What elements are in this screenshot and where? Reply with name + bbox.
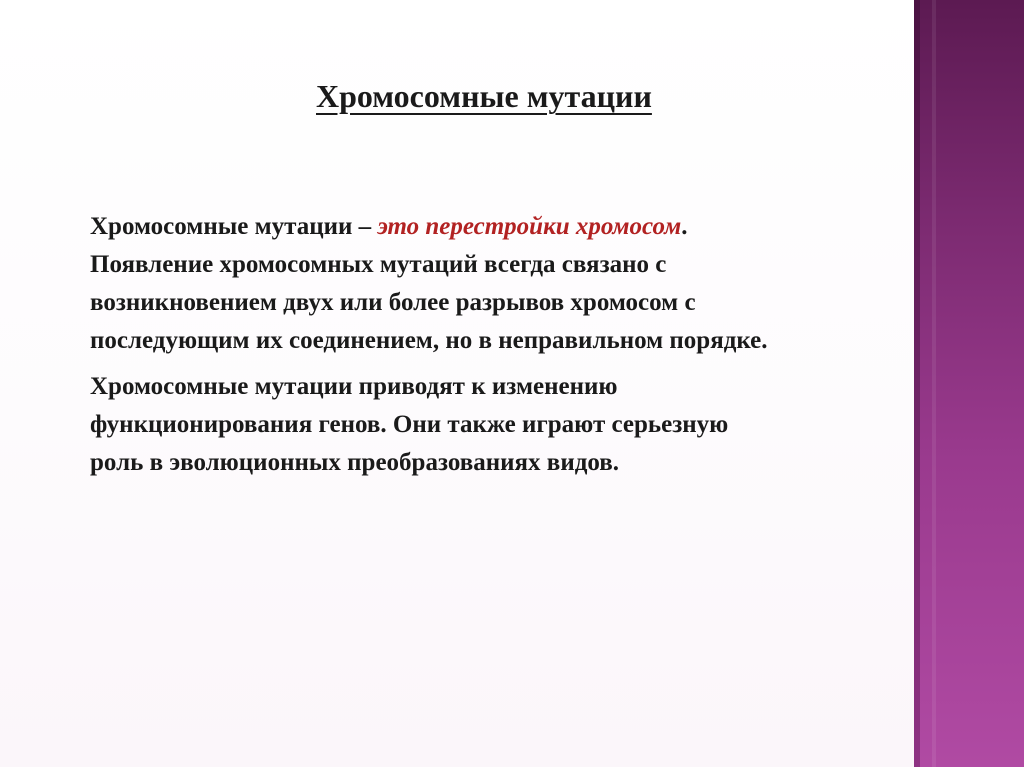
definition-term: Хромосомные мутации – (90, 213, 378, 240)
paragraph-definition (90, 208, 950, 360)
paragraph-line: Хромосомные мутации приводят к изменению (90, 373, 618, 400)
definition-period: . (681, 213, 688, 240)
definition-emphasis: это перестройки хромосом (377, 213, 682, 240)
slide-body (90, 208, 950, 482)
paragraph-significance (90, 368, 950, 482)
paragraph-line: роль в эволюционных преобразованиях видов. (90, 449, 619, 476)
paragraph-line: возникновением двух или более разрывов хромосом с (90, 289, 696, 316)
paragraph-line: последующим их соединением, но в неправильном порядке. (90, 327, 768, 354)
paragraph-line: функционирования генов. Они также играют серьезную (90, 411, 729, 438)
paragraph-line: Появление хромосомных мутаций всегда связано с (90, 251, 667, 278)
slide-title: Хромосомные мутации (316, 78, 652, 114)
definition-line (90, 208, 950, 246)
